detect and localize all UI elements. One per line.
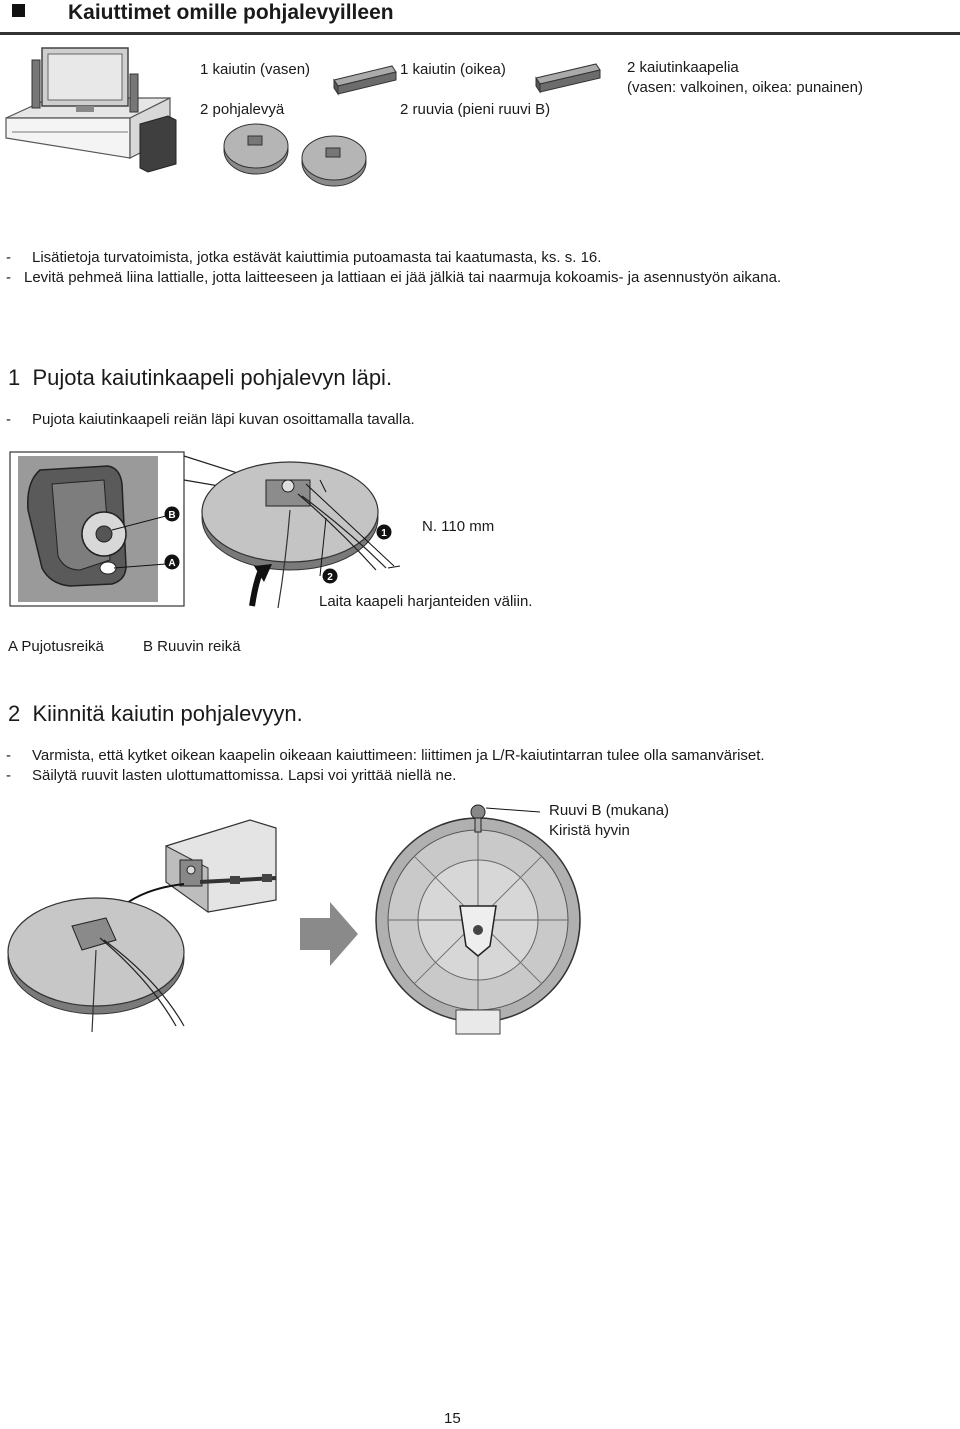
speaker-bar-bottom-illustration <box>166 820 276 912</box>
step-1-heading: 1 Pujota kaiutinkaapeli pohjalevyn läpi. <box>8 365 393 390</box>
base-plate-bottom-view <box>376 818 580 1034</box>
note-item: - Levitä pehmeä liina lattialle, jotta laitteeseen ja lattiaan ei jää jälkiä tai naarmuja kokoamis- ja asennustyön aikana. <box>6 269 782 286</box>
marker-a <box>165 555 180 570</box>
step-1-note: - Pujota kaiutinkaapeli reiän läpi kuvan osoittamalla tavalla. <box>6 411 415 428</box>
tighten-label: Kiristä hyvin <box>549 822 630 839</box>
tv-stand-illustration <box>6 48 176 172</box>
part-speaker-right: 1 kaiutin (oikea) <box>400 61 506 78</box>
marker-b <box>165 507 180 522</box>
step-2-note: - Säilytä ruuvit lasten ulottumattomissa. Lapsi voi yrittää niellä ne. <box>6 767 457 784</box>
cable-holder-detail <box>28 466 126 586</box>
part-cables-colors: (vasen: valkoinen, oikea: punainen) <box>627 79 863 96</box>
screw-label: Ruuvi B (mukana) <box>549 802 670 819</box>
note-item: - Lisätietoja turvatoimista, jotka estävät kaiuttimia putoamasta tai kaatumasta, ks. s. 16. <box>6 249 602 266</box>
step-2-illustration <box>0 790 960 1040</box>
step-2-heading: 2 Kiinnitä kaiutin pohjalevyyn. <box>8 701 303 726</box>
step-2-note: - Varmista, että kytket oikean kaapelin oikeaan kaiuttimeen: liittimen ja L/R-kaiutintarran tulee olla samanväriset. <box>6 747 765 764</box>
page-number: 15 <box>444 1410 461 1427</box>
legend-b: B Ruuvin reikä <box>143 638 241 655</box>
next-step-arrow-icon <box>300 902 358 966</box>
marker-b-label: B <box>168 510 176 521</box>
base-plate-illustration-2 <box>302 136 366 186</box>
header-divider <box>0 32 960 35</box>
approx-length-label: N. 110 mm <box>422 518 495 535</box>
part-cables: 2 kaiutinkaapelia <box>627 59 739 76</box>
legend-a: A Pujotusreikä <box>8 638 104 655</box>
base-plate-with-cable <box>8 898 184 1032</box>
marker-2 <box>323 569 338 584</box>
cable-tip-label: Laita kaapeli harjanteiden väliin. <box>319 593 533 610</box>
speaker-bar-left-illustration <box>334 66 396 94</box>
marker-a-label: A <box>168 558 176 569</box>
page-title: Kaiuttimet omille pohjalevyilleen <box>68 1 394 24</box>
marker-2-label: 2 <box>327 572 333 583</box>
part-base-plates: 2 pohjalevyä <box>200 101 285 118</box>
speaker-bar-right-illustration <box>536 64 600 92</box>
marker-1 <box>377 525 392 540</box>
part-screws: 2 ruuvia (pieni ruuvi B) <box>400 101 551 118</box>
base-plate-illustration-1 <box>224 124 288 174</box>
part-speaker-left: 1 kaiutin (vasen) <box>200 61 311 78</box>
marker-1-label: 1 <box>381 528 387 539</box>
section-bullet-square <box>12 4 25 17</box>
